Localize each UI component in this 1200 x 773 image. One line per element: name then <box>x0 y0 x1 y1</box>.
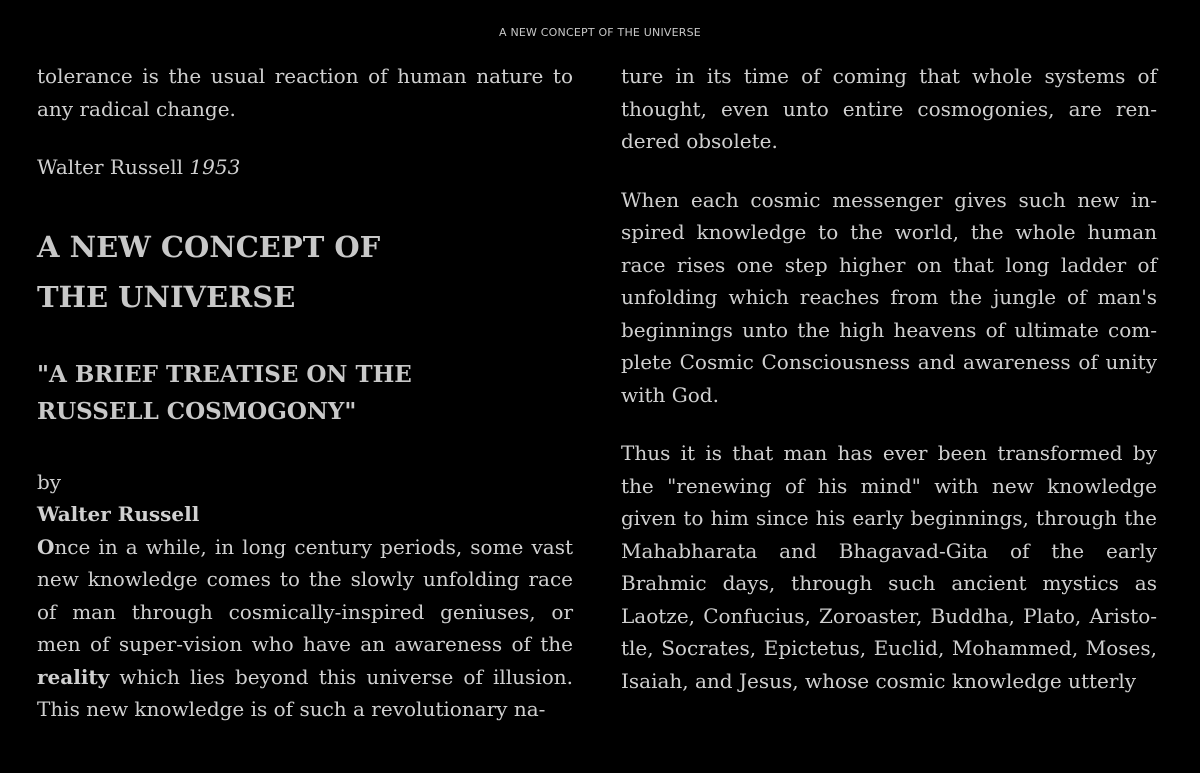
chapter-title <box>37 222 573 322</box>
right-text-column <box>621 60 1157 697</box>
body-text: which lies beyond this universe of illusion. This new knowledge is of such a revolutionary na- <box>37 664 573 721</box>
chapter-subtitle-line: "A BRIEF TREATISE ON THE <box>37 360 412 388</box>
body-paragraph <box>37 531 573 726</box>
chapter-title-line: A NEW CONCEPT OF <box>37 229 381 264</box>
signature-line <box>37 151 573 184</box>
author-name: Walter Russell <box>37 502 200 526</box>
by-label: by <box>37 469 62 494</box>
intro-continuation-paragraph: tolerance is the usual reaction of human nature to any radical change. <box>37 64 573 121</box>
body-paragraph: ture in its time of coming that whole systems of thought, even unto entire cosmogonies, are ren-dered obsolete. <box>621 64 1157 153</box>
chapter-subtitle-line: RUSSELL COSMOGONY" <box>37 397 357 425</box>
chapter-subtitle <box>37 356 573 430</box>
chapter-title-line: THE UNIVERSE <box>37 279 296 314</box>
running-header: A NEW CONCEPT OF THE UNIVERSE <box>499 26 701 39</box>
body-paragraph: When each cosmic messenger gives such new in-spired knowledge to the world, the whole human race rises one step higher on that long ladder of unfolding which reaches from the jungle of man's beginnings unto the high heavens of ultimate com-plete Cosmic Consciousness and awareness of unity with God. <box>621 187 1157 407</box>
signature-name: Walter Russell <box>37 155 184 179</box>
signature-year: 1953 <box>189 155 241 179</box>
emphasized-word: reality <box>37 664 110 689</box>
body-text: nce in a while, in long century periods, some vast new knowledge comes to the slowly unfolding race of man through cosmically-inspired geniuses, or men of super-vision who have an awareness of the <box>37 534 573 656</box>
body-paragraph: Thus it is that man has ever been transformed by the "renewing of his mind" with new knowledge given to him since his early beginnings, through the Mahabharata and Bhagavad-Gita of the early Brahmic days, through such ancient mystics as Laotze, Confucius, Zoroaster, Buddha, Plato, Aristo-tle, Socrates, Epictetus, Euclid, Mohammed, Moses, Isaiah, and Jesus, whose cosmic knowledge utterly <box>621 441 1157 693</box>
drop-cap-letter: O <box>37 534 55 559</box>
left-text-column <box>37 60 573 726</box>
